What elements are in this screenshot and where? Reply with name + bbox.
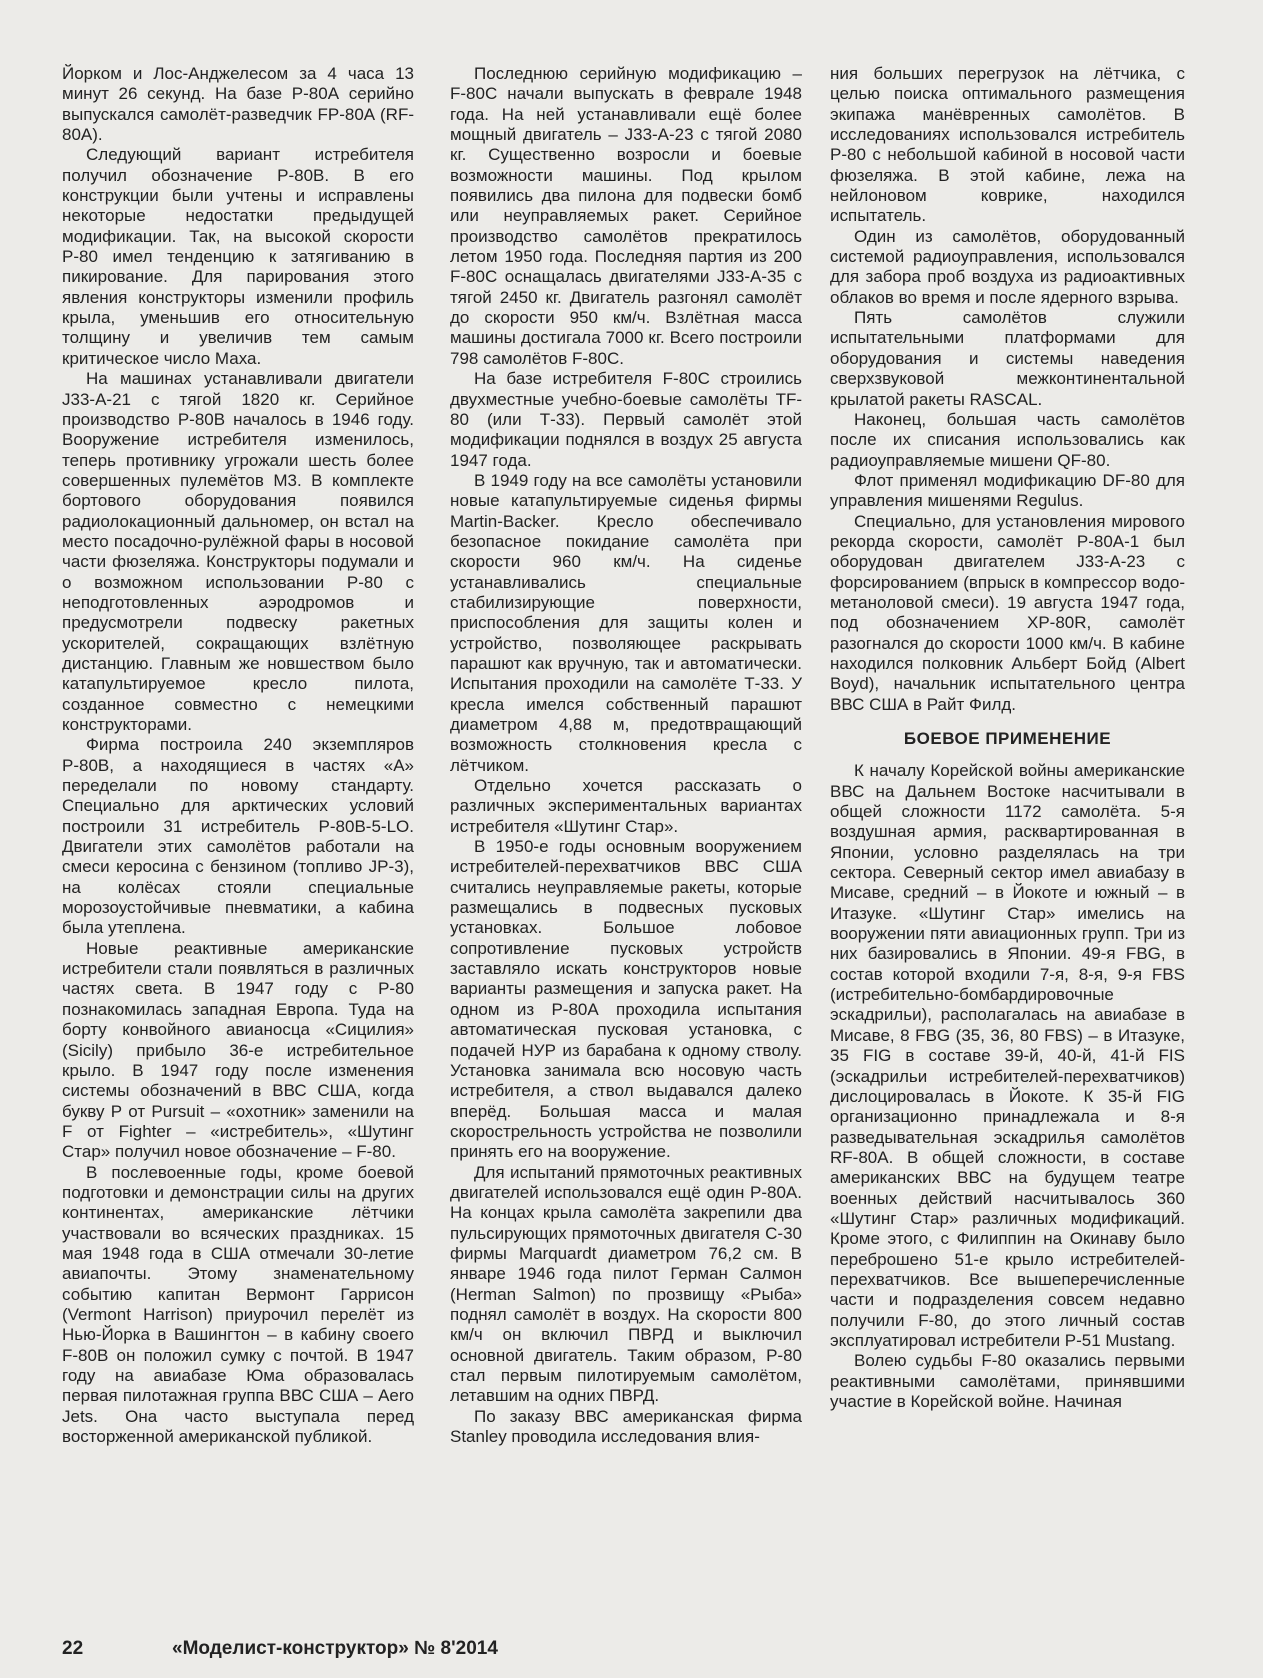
paragraph: Отдельно хочется рассказать о различных экспериментальных вариантах истребителя «Шутинг Стар». <box>450 776 802 836</box>
paragraph: На машинах устанавливали двигатели J33-A-21 с тягой 1820 кг. Серийное производство Р-80В началось в 1946 году. Вооружение истребителя изменилось, теперь противнику угрожали шесть более совершенных пулемётов М3. В комплекте бортового оборудования появился радиолокационный дальномер, он встал на место посадочно-рулёжной фары в носовой части фюзеляжа. Конструкторы подумали и о возможном использовании Р-80 с неподготовленных аэродромов и предусмотрели подвеску ракетных ускорителей, сокращающих взлётную дистанцию. Главным же новшеством было катапультируемое кресло пилота, созданное совместно с немецкими конструкторами. <box>62 369 414 734</box>
paragraph: Йорком и Лос-Анджелесом за 4 часа 13 минут 26 секунд. На базе Р-80А серийно выпускался самолёт-разведчик FP-80A (RF-80A). <box>62 64 414 145</box>
paragraph: Флот применял модификацию DF-80 для управления мишенями Regulus. <box>830 470 1185 511</box>
column-1 <box>62 64 414 1447</box>
paragraph: Один из самолётов, оборудованный системой радиоуправления, использовался для забора проб воздуха из радиоактивных облаков во время и после ядерного взрыва. <box>830 226 1185 307</box>
paragraph: Новые реактивные американские истребители стали появляться в различных частях света. В 1947 году с Р-80 познакомилась западная Европа. Туда на борту конвойного авианосца «Сицилия» (Sicily) прибыло 36-е истребительное крыло. В 1947 году после изменения системы обозначений в ВВС США, когда букву Р от Pursuit – «охотник» заменили на F от Fighter – «истребитель», «Шутинг Стар» получил новое обозначение – F-80. <box>62 938 414 1162</box>
column-2 <box>450 64 802 1447</box>
paragraph: В 1950-е годы основным вооружением истребителей-перехватчиков ВВС США считались неуправляемые ракеты, которые размещались в подвесных пусковых установках. Большое лобовое сопротивление пусковых устройств заставляло искать конструкторов новые варианты размещения и запуска ракет. На одном из Р-80А проходила испытания автоматическая пусковая установка, с подачей НУР из барабана к одному стволу. Установка занимала всю носовую часть истребителя, а ствол выдавался далеко вперёд. Большая масса и малая скорострельность устройства не позволили принять его на вооружение. <box>450 837 802 1162</box>
paragraph: Следующий вариант истребителя получил обозначение Р-80В. В его конструкции были учтены и исправлены некоторые недостатки предыдущей модификации. Так, на высокой скорости Р-80 имел тенденцию к затягиванию в пикирование. Для парирования этого явления конструкторы изменили профиль крыла, уменьшив его относительную толщину и увеличив тем самым критическое число Маха. <box>62 145 414 368</box>
paragraph: В 1949 году на все самолёты установили новые катапультируемые сиденья фирмы Martin-Backer. Кресло обеспечивало безопасное покидание самолёта при скорости 960 км/ч. На сиденье устанавливались специальные стабилизирующие поверхности, приспособления для защиты колен и устройство, позволяющее раскрывать парашют как вручную, так и автоматически. Испытания проходили на самолёте Т-33. У кресла имелся собственный парашют диаметром 4,88 м, предотвращающий возможность столкновения кресла с лётчиком. <box>450 470 802 775</box>
paragraph: Для испытаний прямоточных реактивных двигателей использовался ещё один Р-80А. На концах крыла самолёта закрепили два пульсирующих прямоточных двигателя С-30 фирмы Marquardt диаметром 76,2 см. В январе 1946 года пилот Герман Салмон (Herman Salmon) по прозвищу «Рыба» поднял самолёт в воздух. На скорости 800 км/ч он включил ПВРД и выключил основной двигатель. Таким образом, Р-80 стал первым пилотируемым самолётом, летавшим на одних ПВРД. <box>450 1162 802 1406</box>
paragraph: Наконец, большая часть самолётов после их списания использовались как радиоуправляемые мишени QF-80. <box>830 409 1185 470</box>
paragraph: Последнюю серийную модификацию – F-80С начали выпускать в феврале 1948 года. На ней устанавливали ещё более мощный двигатель – J33-A-23 с тягой 2080 кг. Существенно возросли и боевые возможности машины. Под крылом появились два пилона для подвески бомб или неуправляемых ракет. Серийное производство самолётов прекратилось летом 1950 года. Последняя партия из 200 F-80C оснащалась двигателями J33-A-35 с тягой 2450 кг. Двигатель разгонял самолёт до скорости 950 км/ч. Взлётная масса машины достигала 7000 кг. Всего построили 798 самолётов F-80C. <box>450 64 802 368</box>
magazine-title: «Моделист-конструктор» № 8'2014 <box>172 1638 498 1659</box>
page-footer <box>62 1638 498 1660</box>
paragraph: Фирма построила 240 экземпляров Р-80В, а находящиеся в частях «А» переделали по новому стандарту. Специально для арктических условий построили 31 истребитель Р-80В-5-LO. Двигатели этих самолётов работали на смеси керосина с бензином (топливо JP-3), на колёсах стояли специальные морозоустойчивые пневматики, а кабина была утеплена. <box>62 735 414 938</box>
paragraph: Волею судьбы F-80 оказались первыми реактивными самолётами, принявшими участие в Корейской войне. Начиная <box>830 1351 1185 1411</box>
paragraph: Пять самолётов служили испытательными платформами для оборудования и системы наведения сверхзвуковой межконтинентальной крылатой ракеты RASCAL. <box>830 308 1185 409</box>
paragraph: К началу Корейской войны американские ВВС на Дальнем Востоке насчитывали в общей сложности 1172 самолёта. 5-я воздушная армия, расквартированная в Японии, условно разделялась на три сектора. Северный сектор имел авиабазу в Мисаве, средний – в Йокоте и южный – в Итазуке. «Шутинг Стар» имелись на вооружении пяти авиационных групп. Три из них базировались в Японии. 49-я FBG, в состав которой входили 7-я, 8-я, 9-я FBS (истребительно-бомбардировочные эскадрильи), располагалась на авиабазе в Мисаве, 8 FBG (35, 36, 80 FBS) – в Итазуке, 35 FIG в составе 39-й, 40-й, 41-й FIS (эскадрильи истребителей-перехватчиков) дислоцировалась в Йокоте. К 35-й FIG организационно принадлежала и 8-я разведывательная эскадрилья самолётов RF-80A. В общей сложности, в составе американских ВВС на будущем театре военных действий насчитывалось 360 «Шутинг Стар» различных модификаций. Кроме этого, с Филиппин на Окинаву было переброшено 51-е крыло истребителей-перехватчиков. Все вышеперечисленные части и подразделения совсем недавно получили F-80, до этого личный состав эксплуатировал истребители Р-51 Mustang. <box>830 761 1185 1350</box>
paragraph: На базе истребителя F-80С строились двухместные учебно-боевые самолёты TF-80 (или Т-33). Первый самолёт этой модификации поднялся в воздух 25 августа 1947 года. <box>450 369 802 470</box>
paragraph: По заказу ВВС американская фирма Stanley проводила исследования влия- <box>450 1406 802 1447</box>
paragraph: В послевоенные годы, кроме боевой подготовки и демонстрации силы на других континентах, американские лётчики участвовали во всяческих праздниках. 15 мая 1948 года в США отмечали 30-летие авиапочты. Этому знаменательному событию капитан Вермонт Гаррисон (Vermont Harrison) приурочил перелёт из Нью-Йорка в Вашингтон – в кабину своего F-80В он положил сумку с почтой. В 1947 году на авиабазе Юма образовалась первая пилотажная группа ВВС США – Aero Jets. Она часто выступала перед восторженной американской публикой. <box>62 1162 414 1447</box>
paragraph: Специально, для установления мирового рекорда скорости, самолёт Р-80А-1 был оборудован двигателем J33-A-23 с форсированием (впрыск в компрессор водо- метаноловой смеси). 19 августа 1947 года, под обозначением XP-80R, самолёт разогнался до скорости 1000 км/ч. В кабине находился полковник Альберт Бойд (Albert Boyd), начальник испытательного центра ВВС США в Райт Филд. <box>830 511 1185 714</box>
section-heading: БОЕВОЕ ПРИМЕНЕНИЕ <box>903 729 1112 748</box>
paragraph: ния больших перегрузок на лётчика, с целью поиска оптимального размещения экипажа манёвренных самолётов. В исследованиях использовался истребитель Р-80 с небольшой кабиной в носовой части фюзеляжа. В этой кабине, лежа на нейлоновом коврике, находился испытатель. <box>830 64 1185 226</box>
column-3 <box>830 64 1185 1412</box>
page-number: 22 <box>62 1638 84 1659</box>
